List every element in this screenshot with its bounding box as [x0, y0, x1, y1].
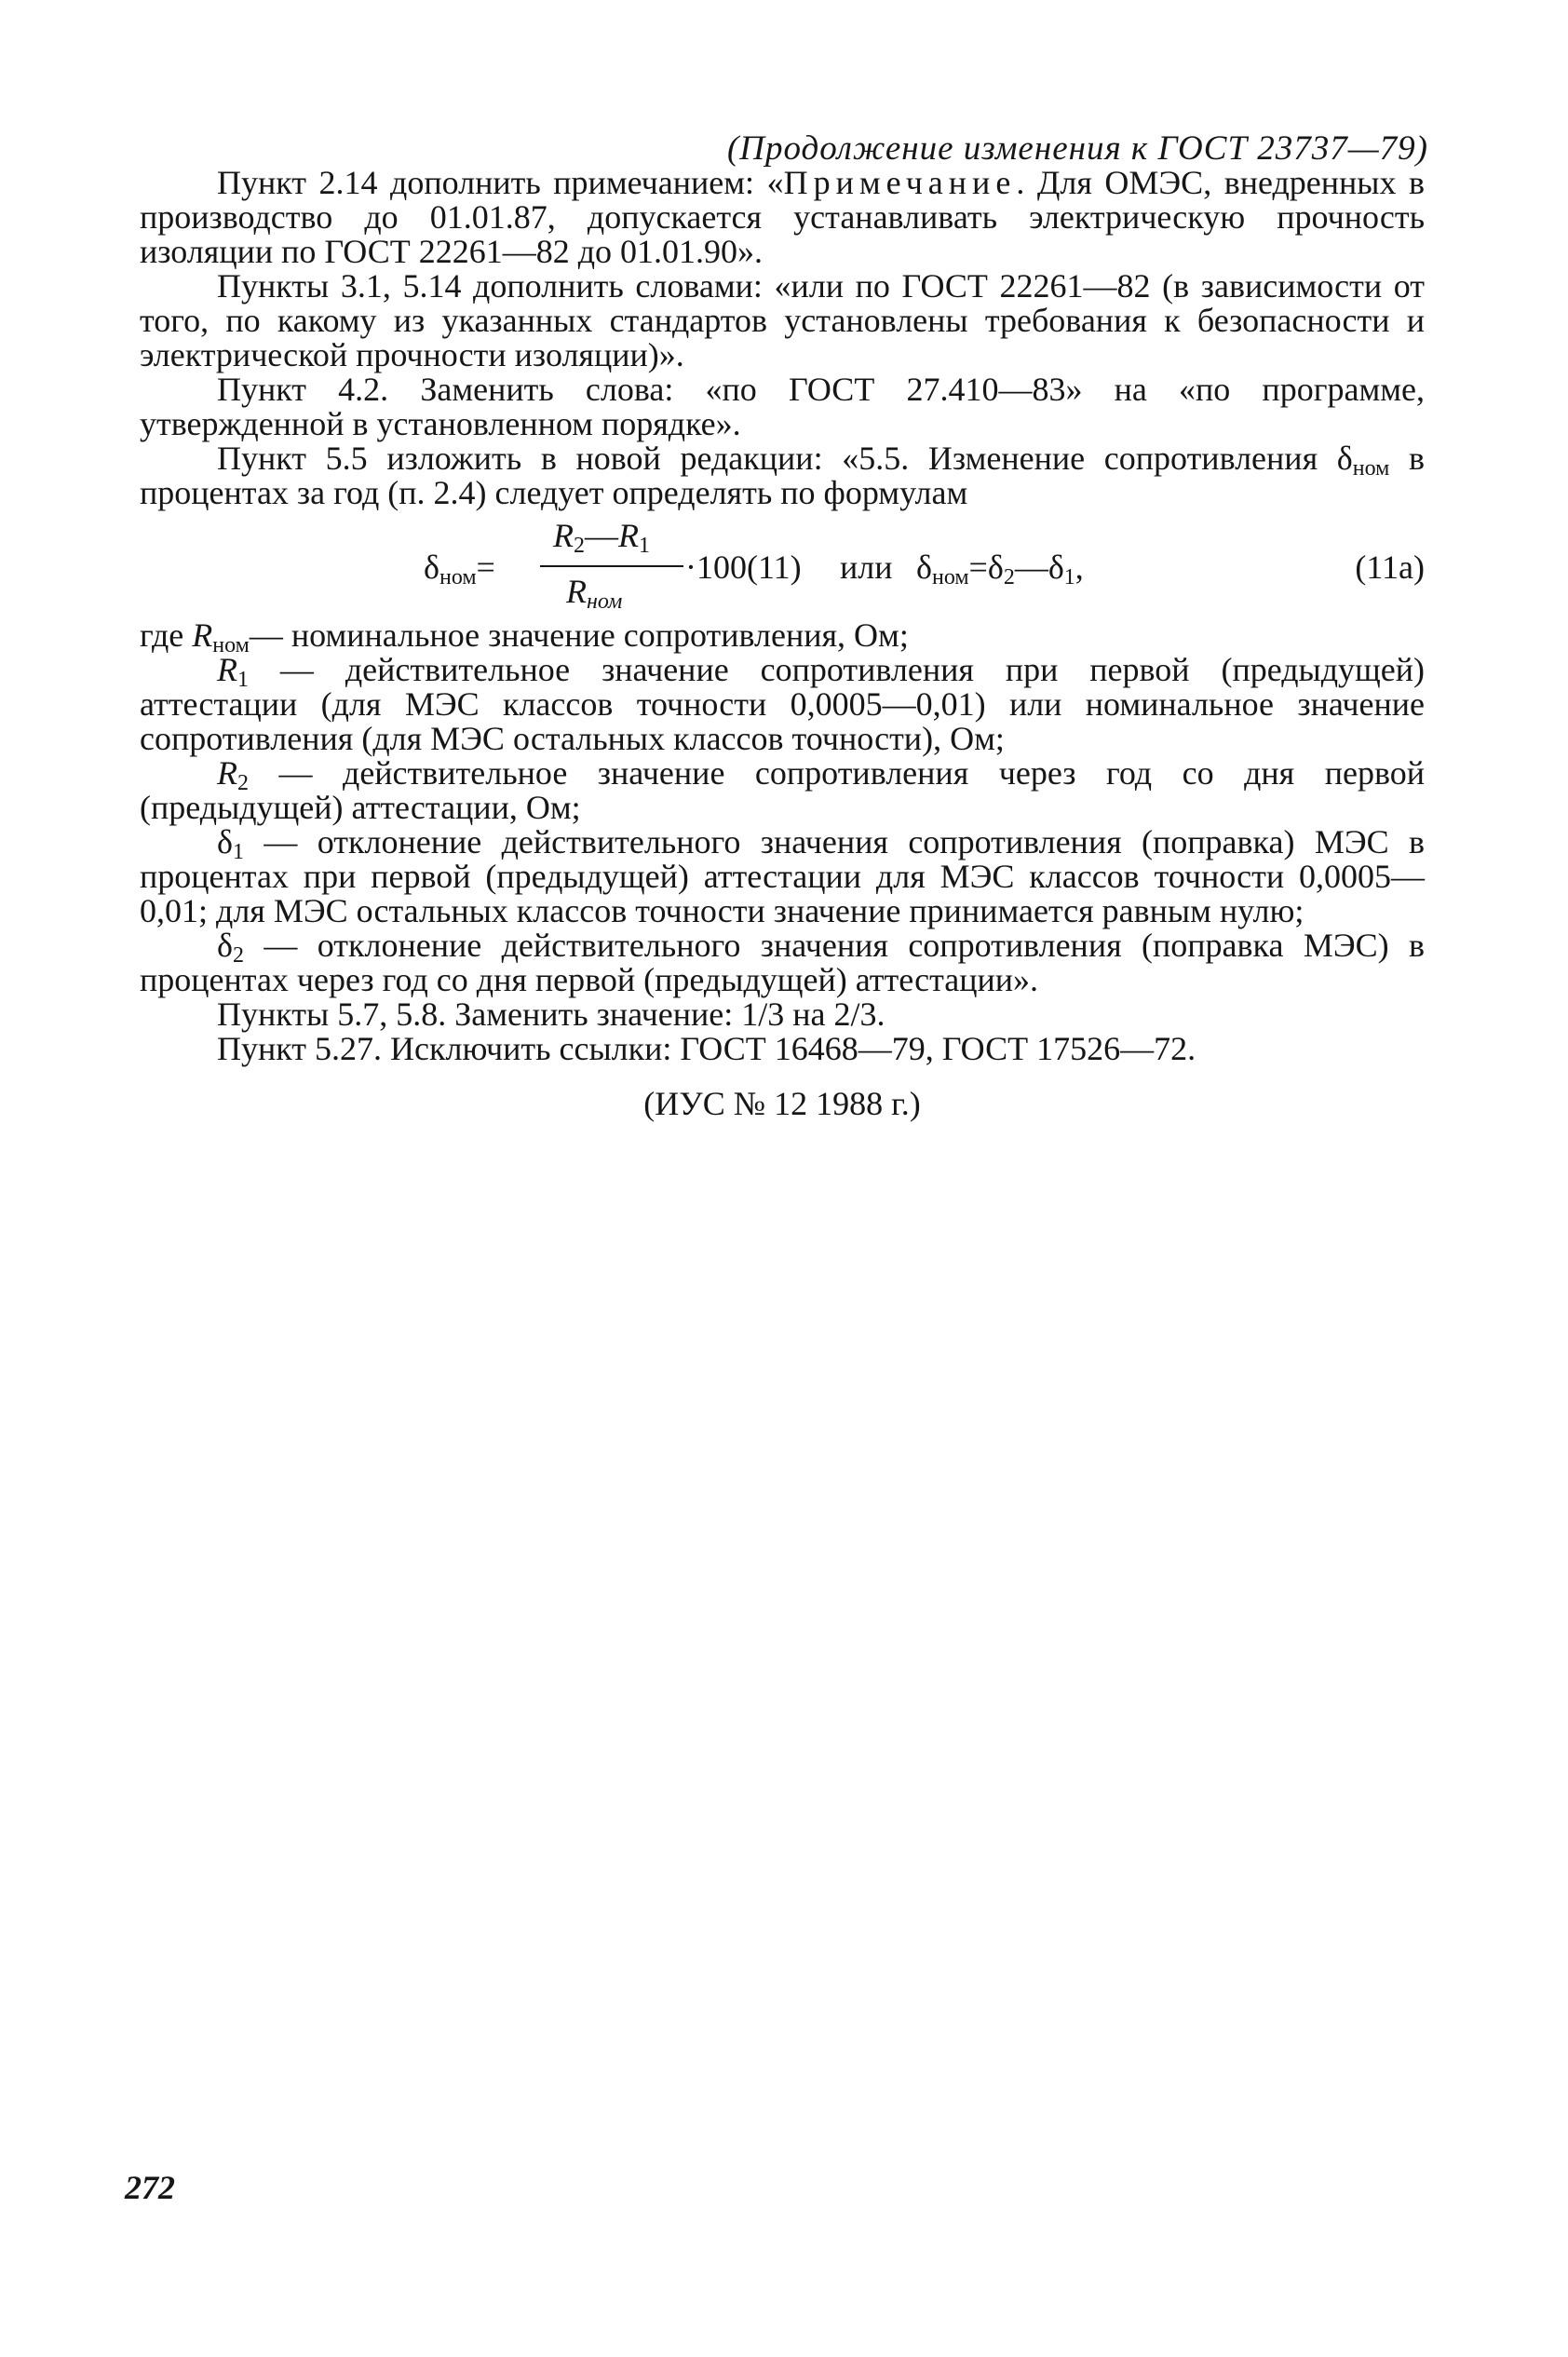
equation-number: (11а) — [1355, 549, 1425, 586]
paragraph-4-2: Пункт 4.2. Заменить слова: «по ГОСТ 27.410—83» на «по программе, утвержденной в установленном порядке». — [140, 371, 1425, 442]
p4-text2: в процентах за год (п. 2.4) следует определять по формулам — [140, 440, 1426, 511]
formula-or: или — [840, 549, 893, 586]
p4-text: Пункт 5.5 изложить в новой редакции: «5.5. Изменение сопротивления δ — [217, 440, 1353, 477]
definitions-list — [140, 618, 1425, 997]
def-r2: $R_2$ — действительное значение сопротивления через год со дня первой (предыдущей) аттестации, Ом; — [140, 754, 1425, 826]
p1-rest: . Для ОМЭС, внедренных в производство до 01.01.87, допускается устанавливать электрическую прочность изоляции по ГОСТ 22261—82 до 01.01.90». — [140, 164, 1425, 270]
def-delta2: $\delta_2$ — отклонение действительного значения сопротивления (поправка МЭС) в процентах через год со дня первой (предыдущей) аттестации». — [140, 927, 1425, 998]
source-reference: (ИУС № 12 1988 г.) — [643, 1085, 921, 1122]
formula-lhs: $\delta_{ном}=$ — [424, 549, 495, 589]
paragraph-5-5 — [140, 441, 1425, 510]
page-number: 272 — [125, 2169, 175, 2206]
def-r1: $R_1$ — действительное значение сопротивления при первой (предыдущей) аттестации (для МЭС классов точности 0,0005—0,01) или номинальное значение сопротивления (для МЭС остальных классов точности), Ом; — [140, 651, 1425, 757]
fraction-bar — [540, 565, 683, 567]
p4-sub: ном — [1352, 456, 1390, 481]
def-delta1: $\delta_1$ — отклонение действительного значения сопротивления (поправка) МЭС в процентах при первой (предыдущей) аттестации для МЭС классов точности 0,0005—0,01; для МЭС остальных классов точности значение принимается равным нулю; — [140, 823, 1425, 929]
formula-11a — [140, 516, 1425, 615]
formula-denominator: $R_{ном}$ — [566, 573, 623, 614]
body-text — [140, 166, 1425, 1121]
def-r-nom: где $R_{ном}—$ номинальное значение сопротивления, Ом; — [140, 616, 909, 657]
paragraph-5-7: Пункты 5.7, 5.8. Заменить значение: 1/3 на 2/3. — [217, 996, 885, 1033]
formula-multiplier: ·100(11) — [685, 549, 802, 586]
running-header: (Продолжение изменения к ГОСТ 23737—79) — [726, 129, 1428, 168]
formula-numerator: $R_2—R_1$ — [553, 517, 650, 558]
paragraph-2-14 — [140, 166, 1425, 269]
note-word: Примечание — [783, 164, 1017, 201]
paragraph-3-1: Пункты 3.1, 5.14 дополнить словами: «или по ГОСТ 22261—82 (в зависимости от того, по какому из указанных стандартов установлены требования к безопасности и электрической прочности изоляции)». — [140, 267, 1425, 373]
paragraph-5-27: Пункт 5.27. Исключить ссылки: ГОСТ 16468—79, ГОСТ 17526—72. — [217, 1030, 1196, 1067]
formula-rhs: $\delta_{ном}=\delta_2—\delta_1$, — [916, 549, 1084, 589]
p1-lead: Пункт 2.14 дополнить примечанием: « — [217, 164, 784, 201]
